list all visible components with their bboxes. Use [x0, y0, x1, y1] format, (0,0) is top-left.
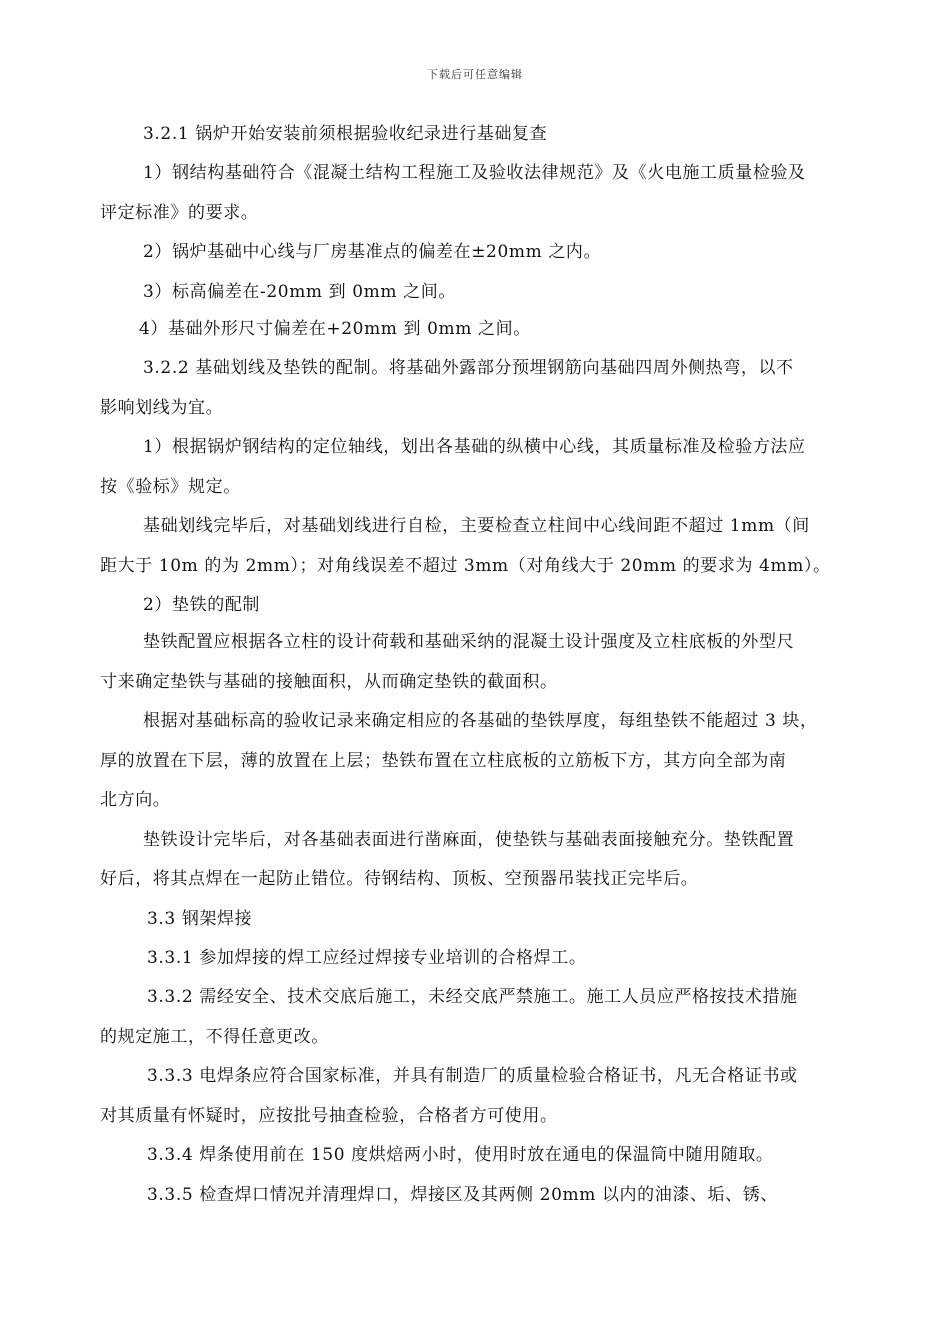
paragraph-line: 好后，将其点焊在一起防止错位。待钢结构、顶板、空预器吊装找正完毕后。 — [100, 869, 699, 889]
paragraph-line: 的规定施工，不得任意更改。 — [100, 1027, 329, 1047]
paragraph-line: 北方向。 — [100, 790, 171, 810]
section-3-3-2: 3.3.2 需经安全、技术交底后施工，未经交底严禁施工。施工人员应严格按技术措施 — [147, 987, 798, 1007]
section-3-3-4: 3.3.4 焊条使用前在 150 度烘焙两小时，使用时放在通电的保温筒中随用随取。 — [147, 1145, 774, 1165]
section-3-3-1: 3.3.1 参加焊接的焊工应经过焊接专业培训的合格焊工。 — [147, 948, 587, 968]
paragraph-line: 距大于 10m 的为 2mm）；对角线误差不超过 3mm（对角线大于 20mm 的要求为 4mm）。 — [100, 556, 831, 576]
paragraph-line: 3）标高偏差在-20mm 到 0mm 之间。 — [143, 282, 456, 302]
paragraph-line: 根据对基础标高的验收记录来确定相应的各基础的垫铁厚度，每组垫铁不能超过 3 块， — [143, 711, 818, 731]
paragraph-line: 垫铁设计完毕后，对各基础表面进行凿麻面，使垫铁与基础表面接触充分。垫铁配置 — [143, 830, 795, 850]
section-3-3-5: 3.3.5 检查焊口情况并清理焊口，焊接区及其两侧 20mm 以内的油漆、垢、锈、 — [147, 1185, 778, 1205]
paragraph-line: 寸来确定垫铁与基础的接触面积，从而确定垫铁的截面积。 — [100, 672, 558, 692]
paragraph-line: 1）钢结构基础符合《混凝土结构工程施工及验收法律规范》及《火电施工质量检验及 — [143, 163, 806, 183]
paragraph-line: 垫铁配置应根据各立柱的设计荷载和基础采纳的混凝土设计强度及立柱底板的外型尺 — [143, 632, 795, 652]
paragraph-line: 按《验标》规定。 — [100, 477, 241, 497]
section-3-2-1: 3.2.1 锅炉开始安装前须根据验收纪录进行基础复查 — [143, 124, 548, 144]
page-header: 下载后可任意编辑 — [427, 68, 523, 81]
section-3-3: 3.3 钢架焊接 — [147, 909, 253, 929]
paragraph-line: 基础划线完毕后，对基础划线进行自检，主要检查立柱间中心线间距不超过 1mm（间 — [143, 516, 810, 536]
paragraph-line: 评定标准》的要求。 — [100, 203, 259, 223]
paragraph-line: 对其质量有怀疑时，应按批号抽查检验，合格者方可使用。 — [100, 1106, 558, 1126]
paragraph-line: 影响划线为宜。 — [100, 398, 224, 418]
section-3-3-3: 3.3.3 电焊条应符合国家标准，并具有制造厂的质量检验合格证书，凡无合格证书或 — [147, 1066, 798, 1086]
paragraph-line: 2）锅炉基础中心线与厂房基准点的偏差在±20mm 之内。 — [143, 242, 602, 262]
section-3-2-2: 3.2.2 基础划线及垫铁的配制。将基础外露部分预埋钢筋向基础四周外侧热弯，以不 — [143, 358, 794, 378]
paragraph-line: 2）垫铁的配制 — [143, 595, 261, 615]
paragraph-line: 4）基础外形尺寸偏差在+20mm 到 0mm 之间。 — [139, 319, 531, 339]
paragraph-line: 1）根据锅炉钢结构的定位轴线，划出各基础的纵横中心线，其质量标准及检验方法应 — [143, 437, 806, 457]
paragraph-line: 厚的放置在下层，薄的放置在上层；垫铁布置在立柱底板的立筋板下方，其方向全部为南 — [100, 751, 787, 771]
